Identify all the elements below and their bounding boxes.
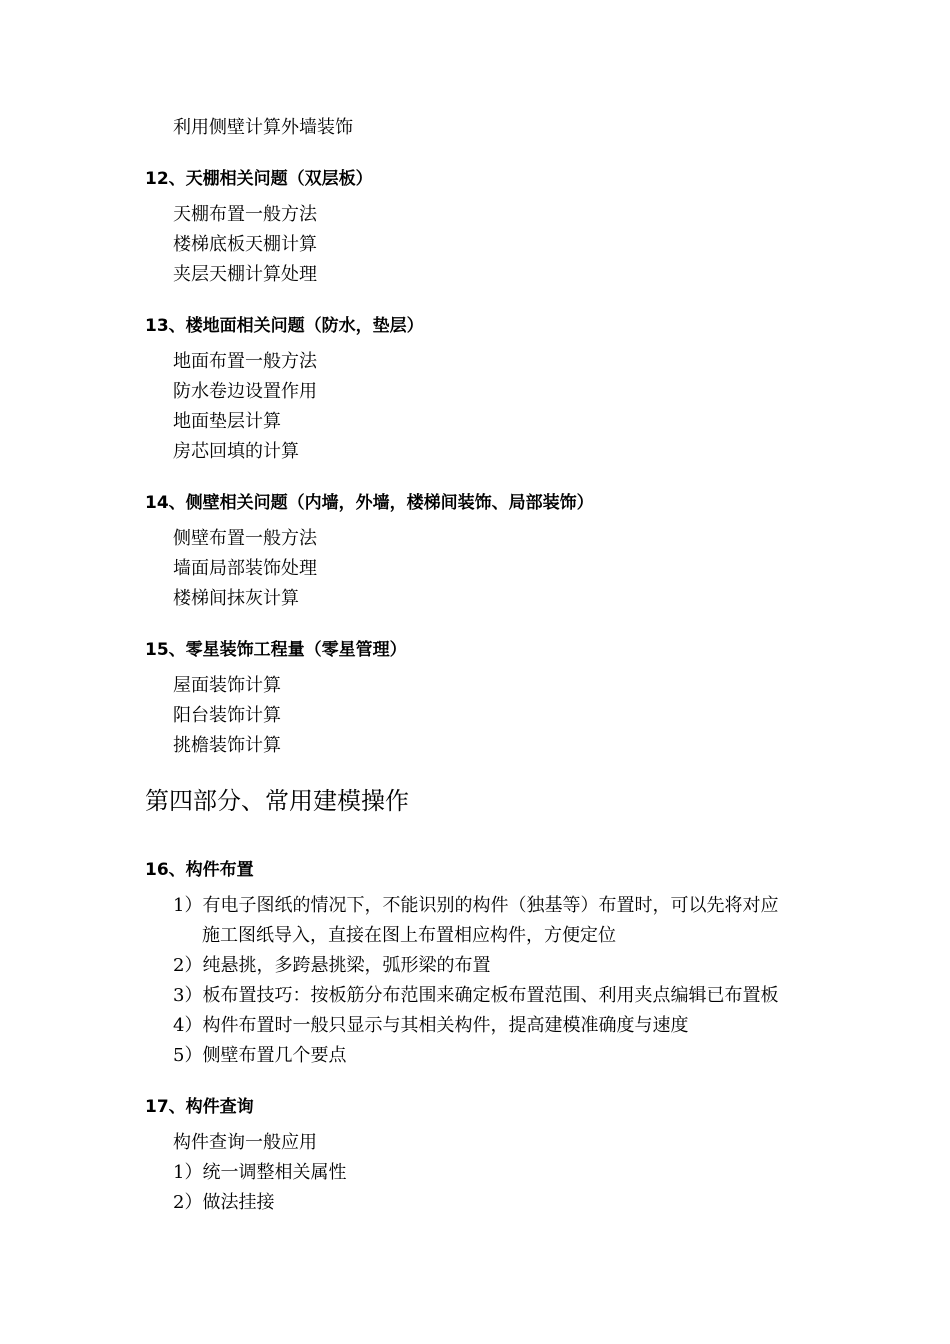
- list-item: 2）纯悬挑，多跨悬挑梁，弧形梁的布置: [173, 955, 491, 976]
- part-title: 第四部分、常用建模操作: [145, 787, 409, 815]
- text-line: 夹层天棚计算处理: [173, 264, 317, 285]
- list-item: 3）板布置技巧：按板筋分布范围来确定板布置范围、利用夹点编辑已布置板: [173, 985, 779, 1006]
- list-item-continuation: 施工图纸导入，直接在图上布置相应构件，方便定位: [202, 925, 616, 946]
- section-heading-14: 14、侧壁相关问题（内墙，外墙，楼梯间装饰、局部装饰）: [145, 493, 594, 513]
- text-line: 利用侧壁计算外墙装饰: [173, 117, 353, 138]
- text-line: 楼梯底板天棚计算: [173, 234, 317, 255]
- text-line: 天棚布置一般方法: [173, 204, 317, 225]
- list-item: 4）构件布置时一般只显示与其相关构件，提高建模准确度与速度: [173, 1015, 689, 1036]
- text-line: 地面布置一般方法: [173, 351, 317, 372]
- section-heading-17: 17、构件查询: [145, 1097, 254, 1117]
- text-line: 挑檐装饰计算: [173, 735, 281, 756]
- list-item: 1）有电子图纸的情况下，不能识别的构件（独基等）布置时，可以先将对应: [173, 895, 779, 916]
- text-line: 防水卷边设置作用: [173, 381, 317, 402]
- section-heading-12: 12、天棚相关问题（双层板）: [145, 169, 373, 189]
- text-line: 地面垫层计算: [173, 411, 281, 432]
- list-item: 1）统一调整相关属性: [173, 1162, 347, 1183]
- section-heading-13: 13、楼地面相关问题（防水，垫层）: [145, 316, 424, 336]
- text-line: 构件查询一般应用: [173, 1132, 317, 1153]
- text-line: 房芯回填的计算: [173, 441, 299, 462]
- section-heading-16: 16、构件布置: [145, 860, 254, 880]
- text-line: 阳台装饰计算: [173, 705, 281, 726]
- text-line: 楼梯间抹灰计算: [173, 588, 299, 609]
- list-item: 2）做法挂接: [173, 1192, 275, 1213]
- text-line: 侧壁布置一般方法: [173, 528, 317, 549]
- list-item: 5）侧壁布置几个要点: [173, 1045, 347, 1066]
- text-line: 墙面局部装饰处理: [173, 558, 317, 579]
- text-line: 屋面装饰计算: [173, 675, 281, 696]
- section-heading-15: 15、零星装饰工程量（零星管理）: [145, 640, 407, 660]
